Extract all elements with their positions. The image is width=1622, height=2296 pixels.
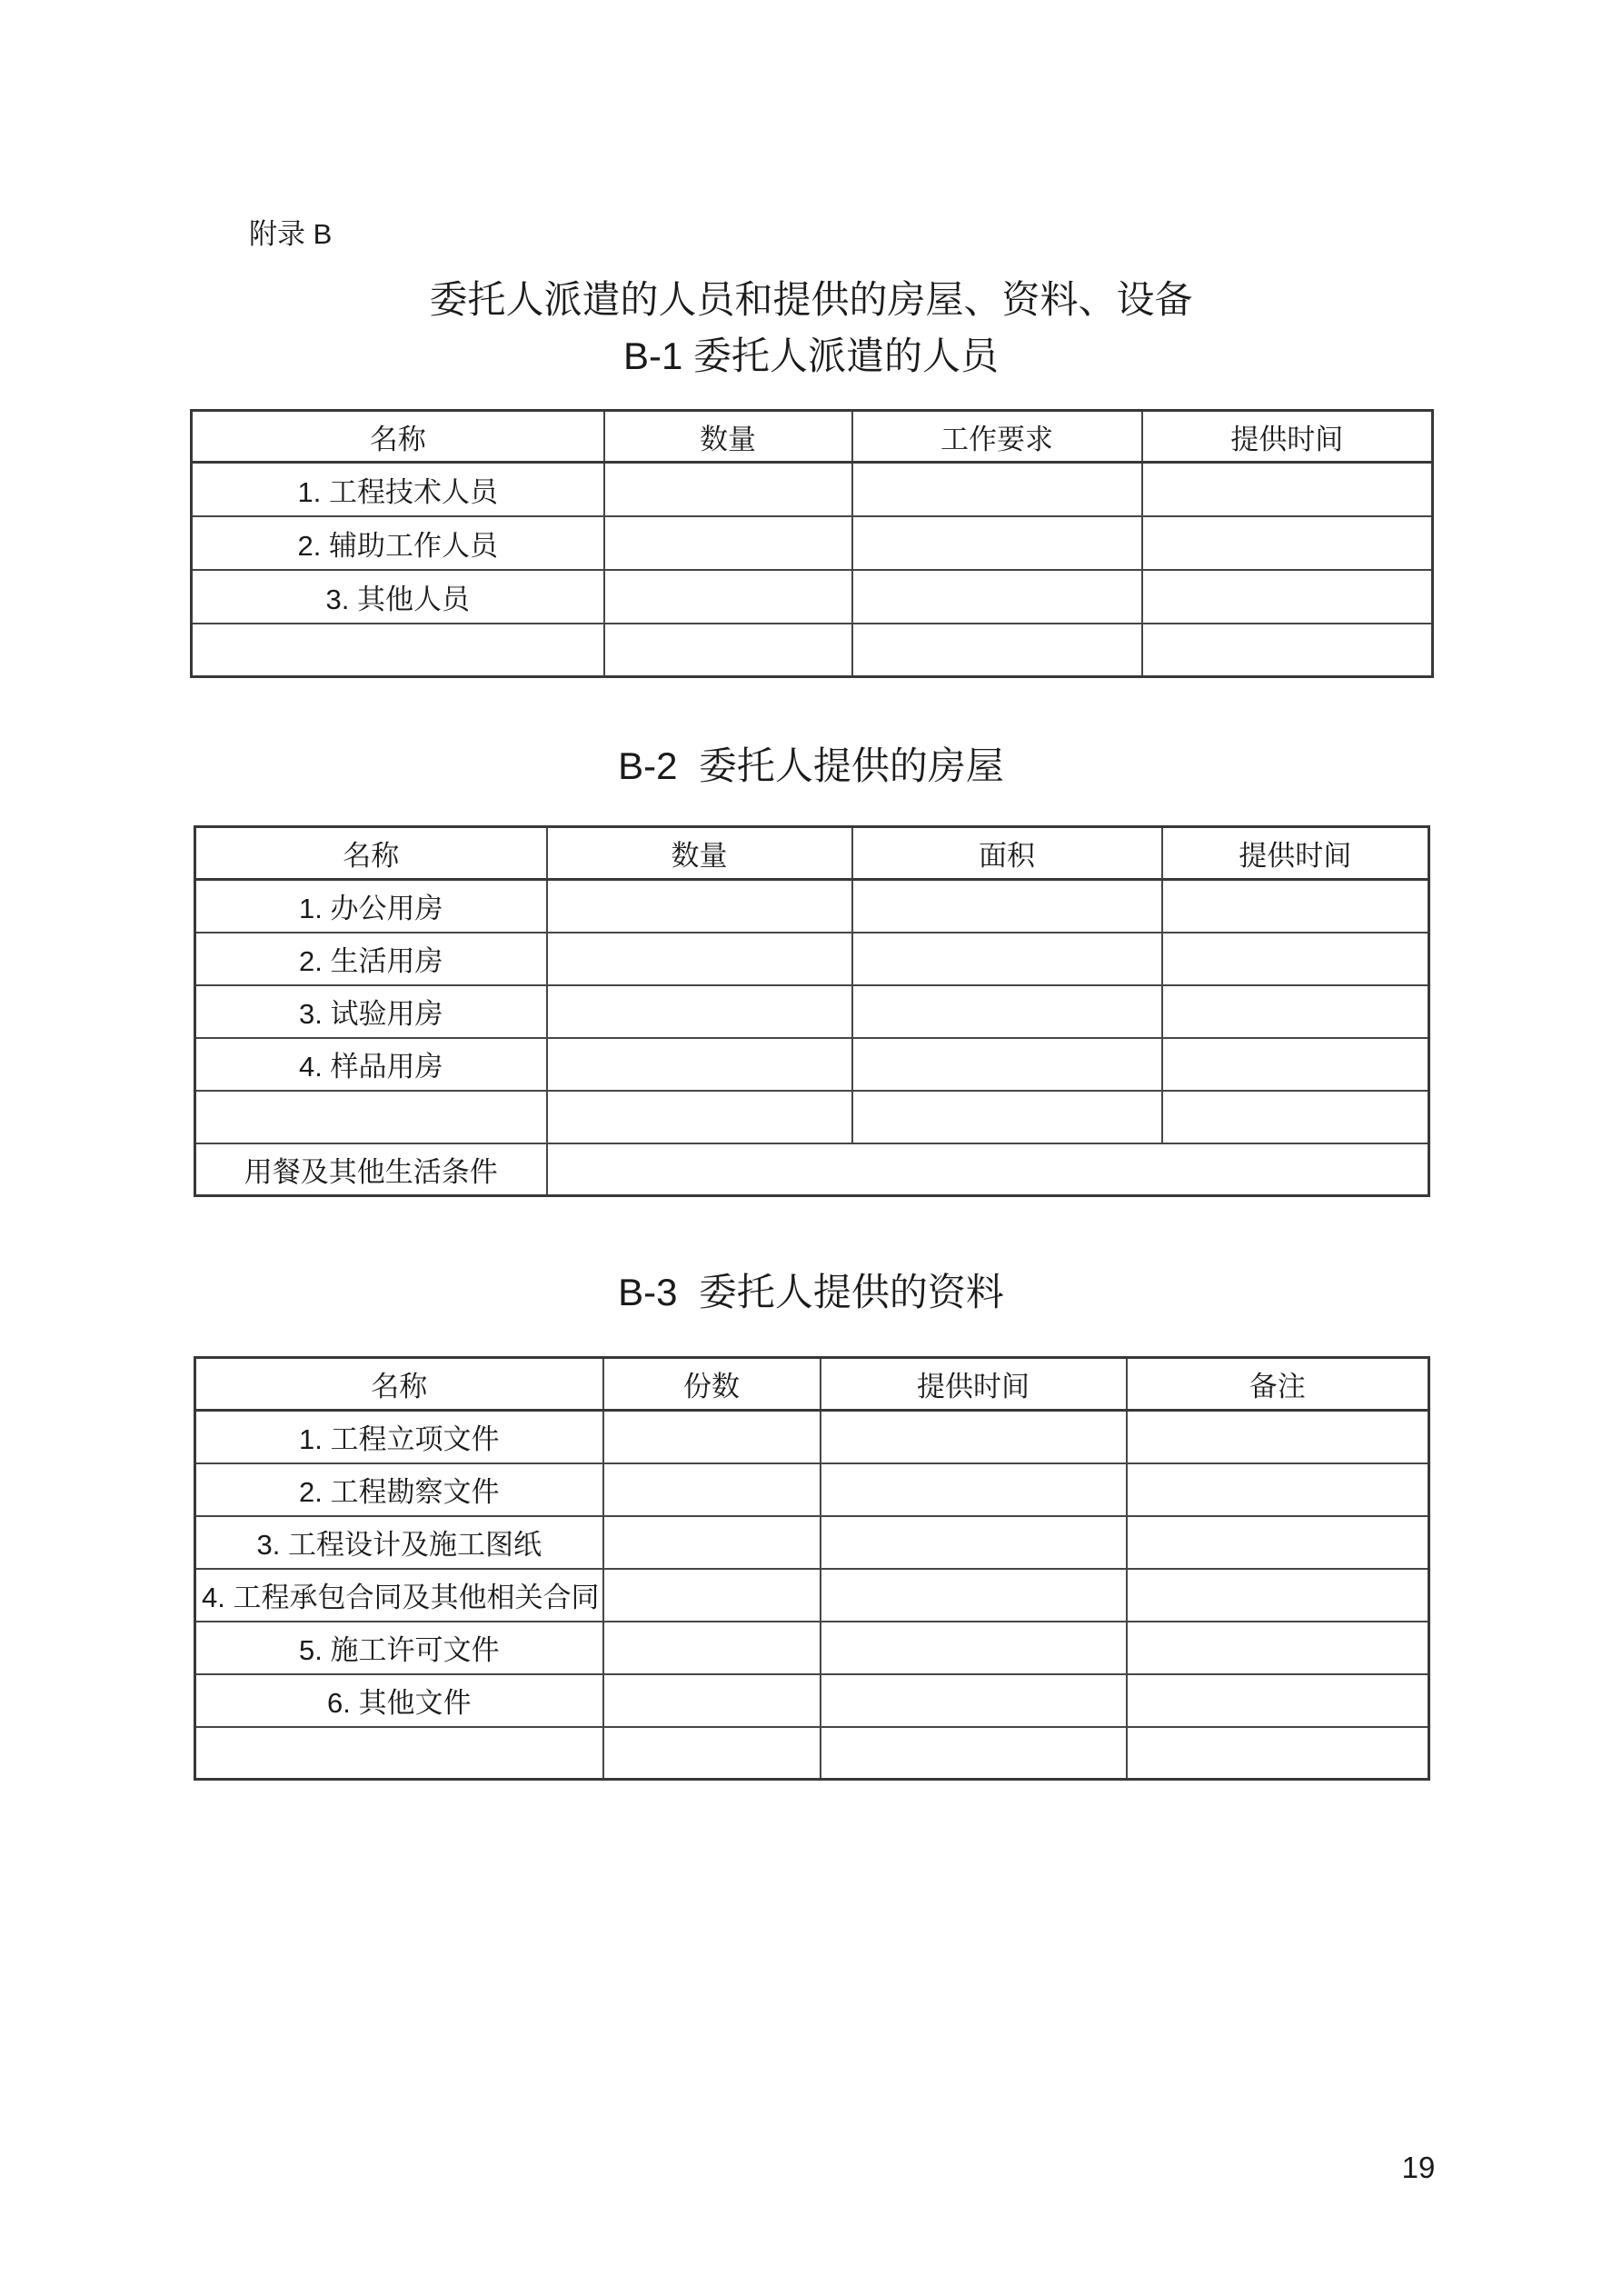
empty-cell xyxy=(852,1038,1162,1091)
header-cell: 名称 xyxy=(192,411,604,463)
row-label-cell: 1. 工程立项文件 xyxy=(195,1411,603,1463)
header-cell: 面积 xyxy=(852,827,1162,880)
empty-cell xyxy=(821,1516,1127,1569)
section-b2-title: B-2 委托人提供的房屋 xyxy=(618,744,1004,787)
empty-cell xyxy=(604,463,852,516)
empty-cell xyxy=(1127,1516,1429,1569)
row-label-cell: 2. 生活用房 xyxy=(195,933,547,985)
empty-cell xyxy=(604,516,852,570)
empty-cell xyxy=(1142,516,1433,570)
empty-cell xyxy=(604,570,852,624)
header-cell: 份数 xyxy=(603,1358,821,1411)
table-row xyxy=(195,1622,1429,1674)
row-label-cell: 3. 其他人员 xyxy=(192,570,604,624)
empty-cell xyxy=(1127,1411,1429,1463)
row-label-cell: 5. 施工许可文件 xyxy=(195,1622,603,1674)
table-row xyxy=(192,570,1433,624)
empty-cell xyxy=(852,463,1142,516)
empty-cell xyxy=(603,1463,821,1516)
empty-cell xyxy=(603,1516,821,1569)
table-row xyxy=(195,1516,1429,1569)
empty-cell xyxy=(852,933,1162,985)
empty-cell xyxy=(821,1727,1127,1780)
empty-cell xyxy=(852,985,1162,1038)
table-row xyxy=(195,985,1429,1038)
appendix-label: 附录 B xyxy=(249,218,333,250)
empty-cell xyxy=(547,985,852,1038)
empty-cell xyxy=(547,880,852,933)
empty-cell xyxy=(821,1411,1127,1463)
row-label-cell: 2. 辅助工作人员 xyxy=(192,516,604,570)
empty-cell xyxy=(1142,570,1433,624)
header-cell: 提供时间 xyxy=(821,1358,1127,1411)
empty-cell xyxy=(852,624,1142,677)
personnel-table xyxy=(190,409,1434,678)
header-cell: 名称 xyxy=(195,827,547,880)
empty-cell xyxy=(1127,1727,1429,1780)
empty-cell xyxy=(1127,1674,1429,1727)
empty-cell xyxy=(1127,1622,1429,1674)
empty-cell xyxy=(547,1038,852,1091)
empty-cell xyxy=(852,516,1142,570)
empty-cell xyxy=(603,1569,821,1622)
row-label-cell: 2. 工程勘察文件 xyxy=(195,1463,603,1516)
table-row xyxy=(192,463,1433,516)
empty-cell xyxy=(821,1569,1127,1622)
table-row xyxy=(192,624,1433,677)
empty-cell xyxy=(1162,880,1429,933)
empty-cell xyxy=(547,933,852,985)
header-cell: 工作要求 xyxy=(852,411,1142,463)
table-row xyxy=(195,1727,1429,1780)
row-label-cell: 4. 工程承包合同及其他相关合同 xyxy=(195,1569,603,1622)
empty-cell xyxy=(1142,624,1433,677)
document-title: 委托人派遣的人员和提供的房屋、资料、设备 xyxy=(429,278,1193,321)
row-label-cell: 1. 办公用房 xyxy=(195,880,547,933)
empty-cell xyxy=(821,1622,1127,1674)
empty-cell xyxy=(1162,1038,1429,1091)
table-row xyxy=(195,1091,1429,1143)
row-label-cell: 1. 工程技术人员 xyxy=(192,463,604,516)
header-cell: 数量 xyxy=(547,827,852,880)
header-row xyxy=(195,827,1429,880)
empty-cell xyxy=(603,1674,821,1727)
table-row xyxy=(195,1674,1429,1727)
empty-cell xyxy=(604,624,852,677)
table-row xyxy=(192,516,1433,570)
header-row xyxy=(192,411,1433,463)
section-b3-title: B-3 委托人提供的资料 xyxy=(618,1271,1004,1313)
empty-cell xyxy=(603,1411,821,1463)
header-cell: 名称 xyxy=(195,1358,603,1411)
table-row-merged xyxy=(195,1143,1429,1196)
empty-cell xyxy=(603,1727,821,1780)
table-row xyxy=(195,1463,1429,1516)
section-b1-title: B-1 委托人派遣的人员 xyxy=(622,334,1000,377)
table-row xyxy=(195,933,1429,985)
empty-cell xyxy=(1127,1569,1429,1622)
empty-cell xyxy=(1162,933,1429,985)
empty-cell xyxy=(1142,463,1433,516)
empty-cell xyxy=(1127,1463,1429,1516)
empty-cell xyxy=(192,624,604,677)
table-row xyxy=(195,1038,1429,1091)
row-label-cell: 3. 工程设计及施工图纸 xyxy=(195,1516,603,1569)
documents-table xyxy=(194,1356,1430,1781)
empty-cell xyxy=(852,880,1162,933)
header-cell: 数量 xyxy=(604,411,852,463)
header-cell: 备注 xyxy=(1127,1358,1429,1411)
empty-cell xyxy=(821,1463,1127,1516)
empty-cell xyxy=(852,1091,1162,1143)
row-label-cell: 4. 样品用房 xyxy=(195,1038,547,1091)
merged-row-value-cell xyxy=(547,1143,1429,1196)
header-row xyxy=(195,1358,1429,1411)
merged-row-label-cell: 用餐及其他生活条件 xyxy=(195,1143,547,1196)
header-cell: 提供时间 xyxy=(1162,827,1429,880)
page-number: 19 xyxy=(1401,2151,1436,2184)
housing-table xyxy=(194,825,1430,1197)
empty-cell xyxy=(1162,985,1429,1038)
empty-cell xyxy=(195,1091,547,1143)
header-cell: 提供时间 xyxy=(1142,411,1433,463)
row-label-cell: 6. 其他文件 xyxy=(195,1674,603,1727)
row-label-cell: 3. 试验用房 xyxy=(195,985,547,1038)
empty-cell xyxy=(852,570,1142,624)
empty-cell xyxy=(603,1622,821,1674)
empty-cell xyxy=(195,1727,603,1780)
table-row xyxy=(195,1411,1429,1463)
table-row xyxy=(195,1569,1429,1622)
empty-cell xyxy=(1162,1091,1429,1143)
table-row xyxy=(195,880,1429,933)
empty-cell xyxy=(547,1091,852,1143)
empty-cell xyxy=(821,1674,1127,1727)
